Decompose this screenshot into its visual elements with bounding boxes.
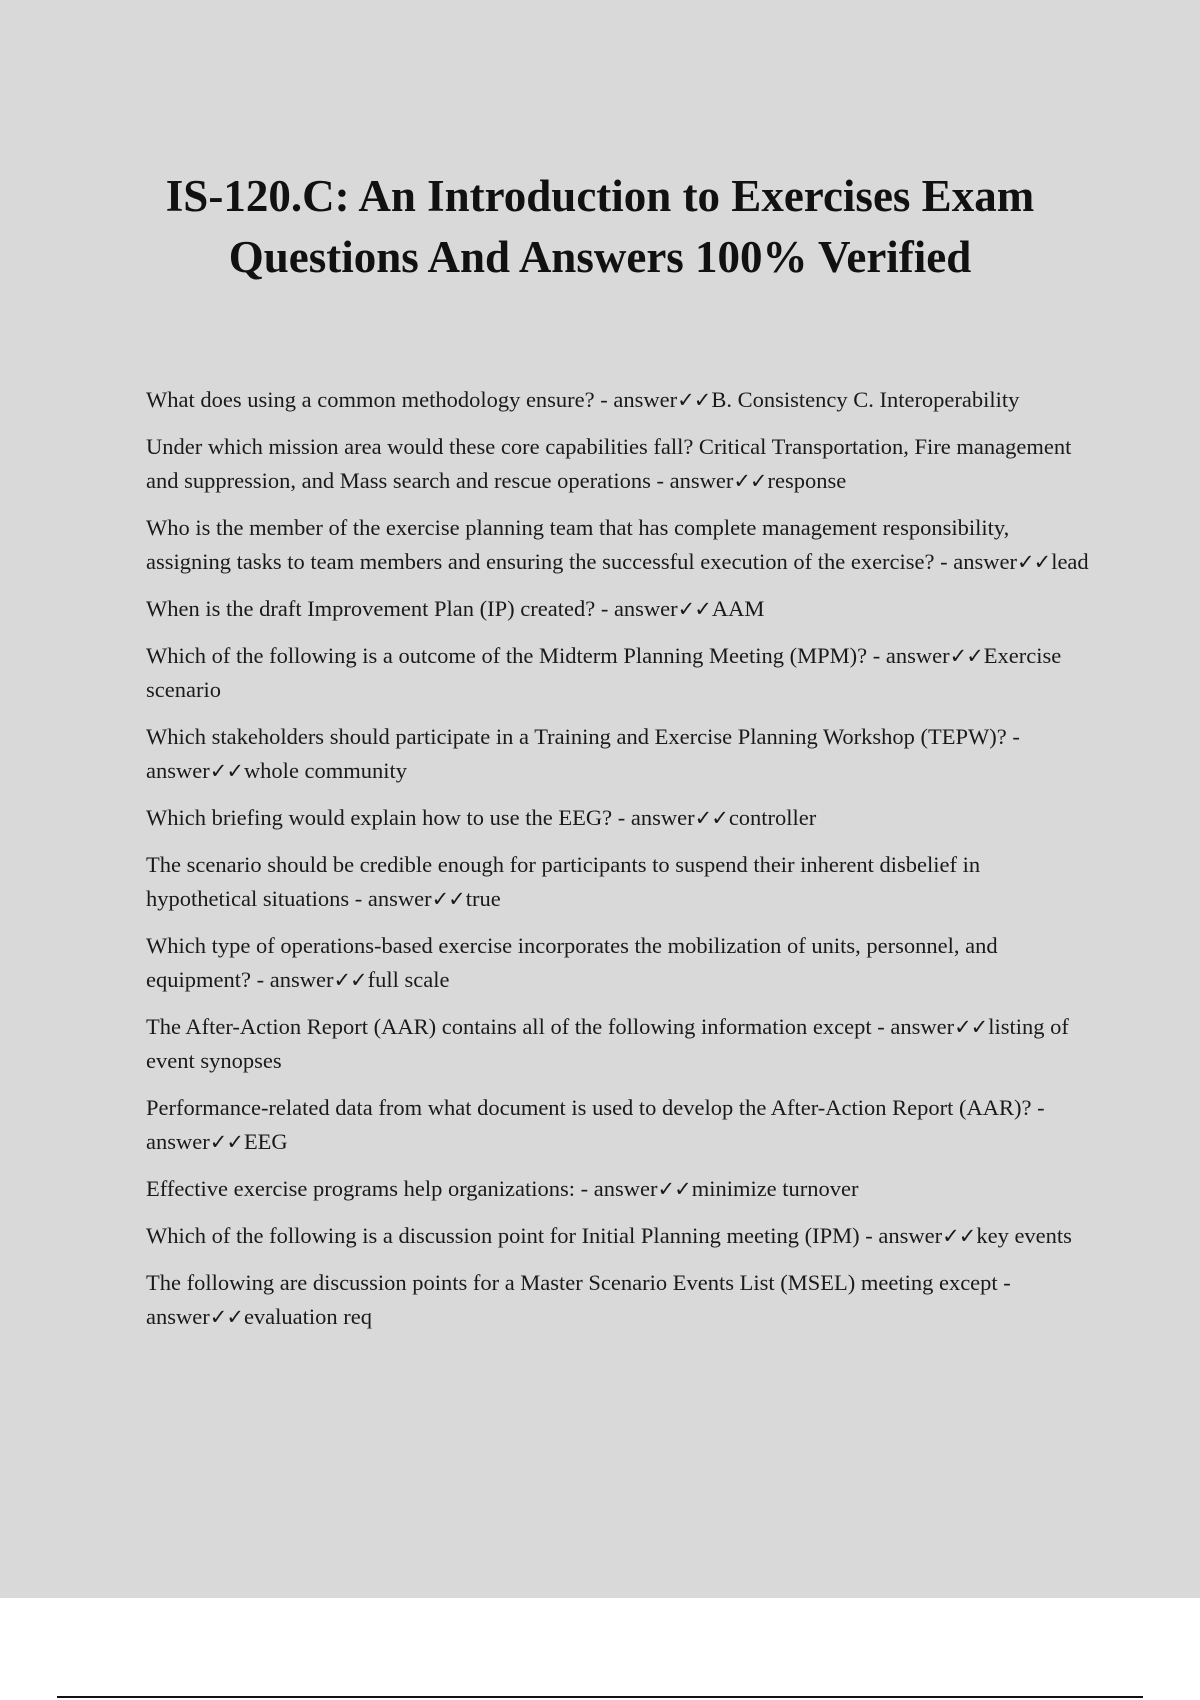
answer-text: minimize turnover [691, 1176, 859, 1201]
question-text: Performance-related data from what document is used to develop the After-Action Report (AAR)? [146, 1095, 1032, 1120]
question-text: Effective exercise programs help organizations: [146, 1176, 576, 1201]
answer-text: true [465, 886, 501, 911]
answer-text: lead [1051, 549, 1089, 574]
question-text: The following are discussion points for a Master Scenario Events List (MSEL) meeting except [146, 1270, 998, 1295]
answer-separator: - answer [146, 1270, 1011, 1329]
question-text: Which type of operations-based exercise incorporates the mobilization of units, personnel, and equipment? [146, 933, 998, 992]
answer-separator: - answer [612, 805, 695, 830]
double-check-icon: ✓✓ [209, 759, 243, 783]
answer-separator: - answer [871, 1014, 955, 1039]
qa-item [146, 1172, 1092, 1206]
qa-item [146, 383, 1092, 417]
double-check-icon: ✓✓ [942, 1224, 976, 1248]
qa-item [146, 720, 1092, 788]
double-check-icon: ✓✓ [209, 1130, 243, 1154]
answer-separator: - answer [650, 468, 734, 493]
double-check-icon: ✓✓ [333, 968, 367, 992]
double-check-icon: ✓✓ [954, 1015, 988, 1039]
double-check-icon: ✓✓ [431, 887, 465, 911]
question-text: The After-Action Report (AAR) contains all of the following information except [146, 1014, 872, 1039]
double-check-icon: ✓✓ [657, 1177, 691, 1201]
double-check-icon: ✓✓ [677, 388, 711, 412]
answer-text: listing of event synopses [146, 1014, 1069, 1073]
qa-item [146, 1219, 1092, 1253]
answer-separator: - answer [250, 967, 334, 992]
answer-text: B. Consistency C. Interoperability [711, 387, 1020, 412]
qa-item [146, 430, 1092, 498]
question-text: Under which mission area would these core capabilities fall? Critical Transportation, Fire management and suppression, and Mass search and rescue operations [146, 434, 1072, 493]
double-check-icon: ✓✓ [733, 469, 767, 493]
answer-text: AAM [711, 596, 765, 621]
answer-text: response [767, 468, 847, 493]
answer-separator: - answer [594, 387, 678, 412]
answer-separator: - answer [867, 643, 950, 668]
double-check-icon: ✓✓ [209, 1305, 243, 1329]
answer-text: whole community [243, 758, 408, 783]
qa-item [146, 1010, 1092, 1078]
answer-separator: - answer [934, 549, 1017, 574]
double-check-icon: ✓✓ [694, 806, 728, 830]
document-title: IS-120.C: An Introduction to Exercises Exam Questions And Answers 100% Verified [165, 171, 1035, 282]
question-text: Which of the following is a discussion point for Initial Planning meeting (IPM) [146, 1223, 860, 1248]
double-check-icon: ✓✓ [1016, 550, 1051, 574]
answer-separator: - answer [146, 724, 1020, 783]
qa-item [146, 801, 1092, 835]
qa-item [146, 639, 1092, 707]
answer-text: evaluation req [243, 1304, 373, 1329]
double-check-icon: ✓✓ [949, 644, 983, 668]
question-text: Which stakeholders should participate in a Training and Exercise Planning Workshop (TEPW)? [146, 724, 1007, 749]
qa-item [146, 848, 1092, 916]
question-text: Who is the member of the exercise planning team that has complete management responsibility, assigning tasks to team members and ensuring the successful execution of the exercise? [146, 515, 1010, 574]
qa-item [146, 1266, 1092, 1334]
answer-separator: - answer [575, 1176, 658, 1201]
question-answer-list [146, 383, 1092, 1347]
qa-item [146, 929, 1092, 997]
answer-separator: - answer [349, 886, 432, 911]
footer-divider [57, 1696, 1143, 1698]
question-text: Which of the following is a outcome of the Midterm Planning Meeting (MPM)? [146, 643, 868, 668]
question-text: When is the draft Improvement Plan (IP) created? [146, 596, 596, 621]
answer-text: EEG [243, 1129, 288, 1154]
question-text: The scenario should be credible enough for participants to suspend their inherent disbelief in hypothetical situations [146, 852, 981, 911]
qa-item [146, 511, 1092, 579]
answer-text: Exercise scenario [146, 643, 1062, 702]
answer-separator: - answer [595, 596, 678, 621]
answer-separator: - answer [146, 1095, 1045, 1154]
answer-text: key events [976, 1223, 1072, 1248]
qa-item [146, 592, 1092, 626]
question-text: Which briefing would explain how to use the EEG? [146, 805, 613, 830]
question-text: What does using a common methodology ensure? [146, 387, 595, 412]
answer-separator: - answer [859, 1223, 943, 1248]
answer-text: controller [728, 805, 817, 830]
answer-text: full scale [367, 967, 450, 992]
qa-item [146, 1091, 1092, 1159]
double-check-icon: ✓✓ [677, 597, 711, 621]
